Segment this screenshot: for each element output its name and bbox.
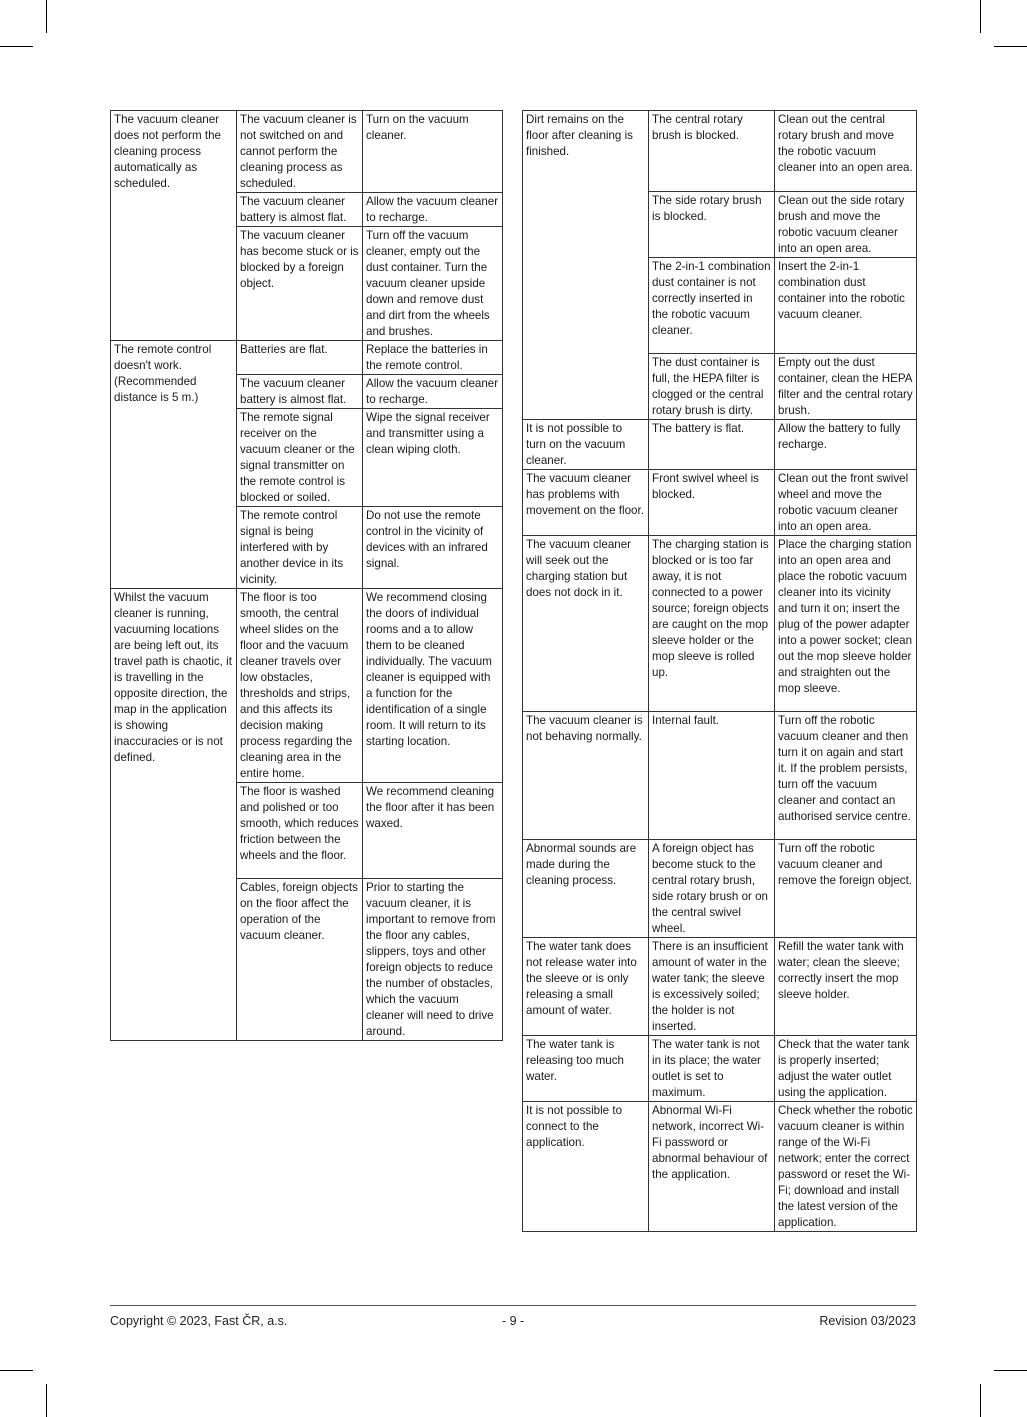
problem-cell: Whilst the vacuum cleaner is running, vacuuming locations are being left out, its travel path is chaotic, it is travelling in the opposite direction, the map in the application is showing inaccuracies or is not defined. [111,589,237,1041]
table-row [111,341,503,375]
solution-cell: Clean out the central rotary brush and move the robotic vacuum cleaner into an open area. [775,111,917,192]
solution-cell: Turn on the vacuum cleaner. [363,111,503,193]
cause-cell: The side rotary brush is blocked. [649,192,775,258]
table-row [523,470,917,536]
solution-cell: Do not use the remote control in the vicinity of devices with an infrared signal. [363,507,503,589]
solution-cell: Place the charging station into an open area and place the robotic vacuum cleaner into its vicinity and turn it on; insert the plug of the power adapter into a power socket; clean out the mop sleeve holder and straighten out the mop sleeve. [775,536,917,712]
cause-cell: The vacuum cleaner has become stuck or is blocked by a foreign object. [237,227,363,341]
problem-cell: The vacuum cleaner will seek out the charging station but does not dock in it. [523,536,649,712]
solution-cell: Insert the 2-in-1 combination dust container into the robotic vacuum cleaner. [775,258,917,354]
problem-cell: The remote control doesn't work. (Recommended distance is 5 m.) [111,341,237,589]
solution-cell: Allow the vacuum cleaner to recharge. [363,193,503,227]
problem-cell: It is not possible to connect to the application. [523,1102,649,1232]
solution-cell: Check that the water tank is properly inserted; adjust the water outlet using the application. [775,1036,917,1102]
crop-mark [46,0,47,33]
crop-mark [994,46,1027,47]
solution-cell: Allow the vacuum cleaner to recharge. [363,375,503,409]
problem-cell: It is not possible to turn on the vacuum cleaner. [523,420,649,470]
solution-cell: We recommend closing the doors of individual rooms and a to allow them to be cleaned individually. The vacuum cleaner is equipped with a function for the identification of a single room. It will return to its starting location. [363,589,503,783]
table-body [523,111,917,1232]
cause-cell: The vacuum cleaner battery is almost flat. [237,193,363,227]
cause-cell: Internal fault. [649,712,775,840]
cause-cell: The 2-in-1 combination dust container is not correctly inserted in the robotic vacuum cleaner. [649,258,775,354]
cause-cell: The floor is too smooth, the central wheel slides on the floor and the vacuum cleaner travels over low obstacles, thresholds and strips, and this affects its decision making process regarding the cleaning area in the entire home. [237,589,363,783]
solution-cell: Empty out the dust container, clean the HEPA filter and the central rotary brush. [775,354,917,420]
solution-cell: Check whether the robotic vacuum cleaner is within range of the Wi-Fi network; enter the correct password or reset the Wi-Fi; download and install the latest version of the application. [775,1102,917,1232]
table-row [111,111,503,193]
problem-cell: The water tank is releasing too much water. [523,1036,649,1102]
solution-cell: Turn off the vacuum cleaner, empty out the dust container. Turn the vacuum cleaner upside down and remove dust and dirt from the wheels and brushes. [363,227,503,341]
crop-mark [46,1384,47,1417]
table-row [523,420,917,470]
solution-cell: Replace the batteries in the remote control. [363,341,503,375]
solution-cell: Turn off the robotic vacuum cleaner and remove the foreign object. [775,840,917,938]
troubleshooting-table-left [110,110,503,1041]
problem-cell: The vacuum cleaner is not behaving normally. [523,712,649,840]
solution-cell: Turn off the robotic vacuum cleaner and then turn it on again and start it. If the problem persists, turn off the vacuum cleaner and contact an authorised service centre. [775,712,917,840]
table-row [523,1102,917,1232]
problem-cell: The vacuum cleaner does not perform the cleaning process automatically as scheduled. [111,111,237,341]
cause-cell: Cables, foreign objects on the floor affect the operation of the vacuum cleaner. [237,879,363,1041]
table-body [111,111,503,1041]
footer-page-number: - 9 - [502,1314,525,1328]
table-row [523,712,917,840]
solution-cell: Allow the battery to fully recharge. [775,420,917,470]
troubleshooting-table-right [522,110,917,1232]
problem-cell: The water tank does not release water into the sleeve or is only releasing a small amount of water. [523,938,649,1036]
solution-cell: Clean out the front swivel wheel and move the robotic vacuum cleaner into an open area. [775,470,917,536]
cause-cell: Abnormal Wi-Fi network, incorrect Wi-Fi password or abnormal behaviour of the application. [649,1102,775,1232]
solution-cell: Prior to starting the vacuum cleaner, it is important to remove from the floor any cables, slippers, toys and other foreign objects to reduce the number of obstacles, which the vacuum cleaner will need to drive around. [363,879,503,1041]
crop-mark [994,1370,1027,1371]
table-row [523,111,917,192]
cause-cell: The central rotary brush is blocked. [649,111,775,192]
table-row [523,840,917,938]
cause-cell: The remote signal receiver on the vacuum cleaner or the signal transmitter on the remote control is blocked or soiled. [237,409,363,507]
solution-cell: Clean out the side rotary brush and move the robotic vacuum cleaner into an open area. [775,192,917,258]
problem-cell: Dirt remains on the floor after cleaning is finished. [523,111,649,420]
table-row [523,1036,917,1102]
cause-cell: Batteries are flat. [237,341,363,375]
crop-mark [0,46,33,47]
table-row [111,589,503,783]
solution-cell: We recommend cleaning the floor after it has been waxed. [363,783,503,879]
cause-cell: The floor is washed and polished or too smooth, which reduces friction between the wheels and the floor. [237,783,363,879]
table-row [523,938,917,1036]
cause-cell: A foreign object has become stuck to the central rotary brush, side rotary brush or on the central swivel wheel. [649,840,775,938]
cause-cell: The vacuum cleaner is not switched on and cannot perform the cleaning process as scheduled. [237,111,363,193]
table-row [523,536,917,712]
footer-divider [110,1305,916,1306]
cause-cell: The water tank is not in its place; the water outlet is set to maximum. [649,1036,775,1102]
solution-cell: Wipe the signal receiver and transmitter using a clean wiping cloth. [363,409,503,507]
cause-cell: The remote control signal is being interfered with by another device in its vicinity. [237,507,363,589]
crop-mark [980,1384,981,1417]
problem-cell: The vacuum cleaner has problems with movement on the floor. [523,470,649,536]
footer-revision: Revision 03/2023 [819,1314,916,1328]
cause-cell: Front swivel wheel is blocked. [649,470,775,536]
solution-cell: Refill the water tank with water; clean the sleeve; correctly insert the mop sleeve holder. [775,938,917,1036]
problem-cell: Abnormal sounds are made during the cleaning process. [523,840,649,938]
footer-copyright: Copyright © 2023, Fast ČR, a.s. [110,1314,288,1328]
crop-mark [0,1370,33,1371]
cause-cell: There is an insufficient amount of water in the water tank; the sleeve is excessively soiled; the holder is not inserted. [649,938,775,1036]
cause-cell: The battery is flat. [649,420,775,470]
cause-cell: The charging station is blocked or is too far away, it is not connected to a power source; foreign objects are caught on the mop sleeve holder or the mop sleeve is rolled up. [649,536,775,712]
cause-cell: The vacuum cleaner battery is almost flat. [237,375,363,409]
cause-cell: The dust container is full, the HEPA filter is clogged or the central rotary brush is dirty. [649,354,775,420]
crop-mark [980,0,981,33]
